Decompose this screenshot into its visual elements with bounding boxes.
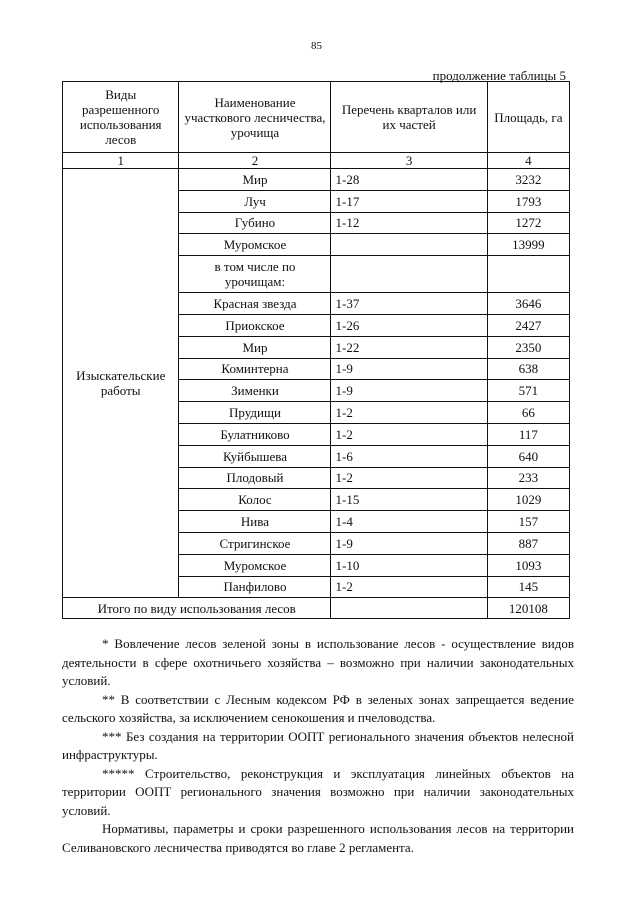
row-quarters: 1-4 [331,511,487,533]
row-name: Нива [179,511,331,533]
row-quarters: 1-12 [331,212,487,234]
table-row [63,169,570,191]
column-numbers-row [63,153,570,169]
forest-use-table [62,81,570,619]
row-name: Стригинское [179,532,331,554]
row-quarters: 1-22 [331,336,487,358]
row-area: 3232 [487,169,569,191]
row-name: Мир [179,336,331,358]
row-quarters: 1-26 [331,314,487,336]
total-area: 120108 [487,598,569,619]
row-name: Прудищи [179,402,331,424]
row-name: Муромское [179,554,331,576]
row-area: 2350 [487,336,569,358]
row-name: Зименки [179,380,331,402]
header-use-type: Виды разрешенного использования лесов [63,82,179,153]
row-quarters: 1-9 [331,380,487,402]
header-quarters-list: Перечень кварталов или их частей [331,82,487,153]
row-area: 887 [487,532,569,554]
row-name: Панфилово [179,576,331,598]
row-name: Куйбышева [179,445,331,467]
header-area: Площадь, га [487,82,569,153]
row-name: Булатниково [179,423,331,445]
row-name: Плодовый [179,467,331,489]
row-quarters: 1-37 [331,293,487,315]
footnote: ***** Строительство, реконструкция и эксплуатация линейных объектов на территории ООПТ регионального значения возможно при наличии законодательных условий. [62,765,574,818]
row-quarters: 1-2 [331,423,487,445]
row-name: Мир [179,169,331,191]
row-quarters [331,256,487,293]
row-quarters [331,234,487,256]
row-area: 1029 [487,489,569,511]
column-number: 3 [331,153,487,169]
header-forestry-name: Наименование участкового лесничества, урочища [179,82,331,153]
row-quarters: 1-10 [331,554,487,576]
row-quarters: 1-9 [331,532,487,554]
row-quarters: 1-2 [331,467,487,489]
row-name: Колос [179,489,331,511]
footnote: ** В соответствии с Лесным кодексом РФ в зеленых зонах запрещается ведение сельского хозяйства, за исключением сенокошения и пчеловодства. [62,691,574,725]
row-name: Коминтерна [179,358,331,380]
row-area: 13999 [487,234,569,256]
row-area [487,256,569,293]
column-number: 2 [179,153,331,169]
row-area: 571 [487,380,569,402]
row-name: Губино [179,212,331,234]
closing-paragraph: Нормативы, параметры и сроки разрешенного использования лесов на территории Селивановского лесничества приводятся во главе 2 регламента. [62,821,574,855]
row-name: Приокское [179,314,331,336]
row-area: 157 [487,511,569,533]
row-area: 233 [487,467,569,489]
total-label: Итого по виду использования лесов [63,598,331,619]
footnote: * Вовлечение лесов зеленой зоны в использование лесов - осуществление видов деятельности в сфере охотничьего хозяйства – возможно при наличии законодательных условий. [62,636,574,688]
footnotes [62,635,574,857]
row-quarters: 1-6 [331,445,487,467]
row-area: 638 [487,358,569,380]
row-area: 1272 [487,212,569,234]
continuation-caption: продолжение таблицы 5 [432,68,566,83]
footnote: *** Без создания на территории ООПТ регионального значения объектов нелесной инфраструктуры. [62,728,574,762]
row-area: 2427 [487,314,569,336]
row-area: 640 [487,445,569,467]
group-label: Изыскательские работы [63,169,179,598]
row-area: 1093 [487,554,569,576]
table-header-row [63,82,570,153]
row-area: 1793 [487,190,569,212]
row-quarters: 1-17 [331,190,487,212]
row-quarters: 1-2 [331,402,487,424]
row-quarters: 1-2 [331,576,487,598]
row-area: 117 [487,423,569,445]
row-quarters: 1-15 [331,489,487,511]
row-area: 66 [487,402,569,424]
row-name: в том числе по урочищам: [179,256,331,293]
total-quarters [331,598,487,619]
page-number: 85 [311,40,322,52]
row-name: Красная звезда [179,293,331,315]
row-name: Луч [179,190,331,212]
column-number: 1 [63,153,179,169]
column-number: 4 [487,153,569,169]
row-quarters: 1-9 [331,358,487,380]
row-area: 145 [487,576,569,598]
row-quarters: 1-28 [331,169,487,191]
table-total-row [63,598,570,619]
row-area: 3646 [487,293,569,315]
row-name: Муромское [179,234,331,256]
